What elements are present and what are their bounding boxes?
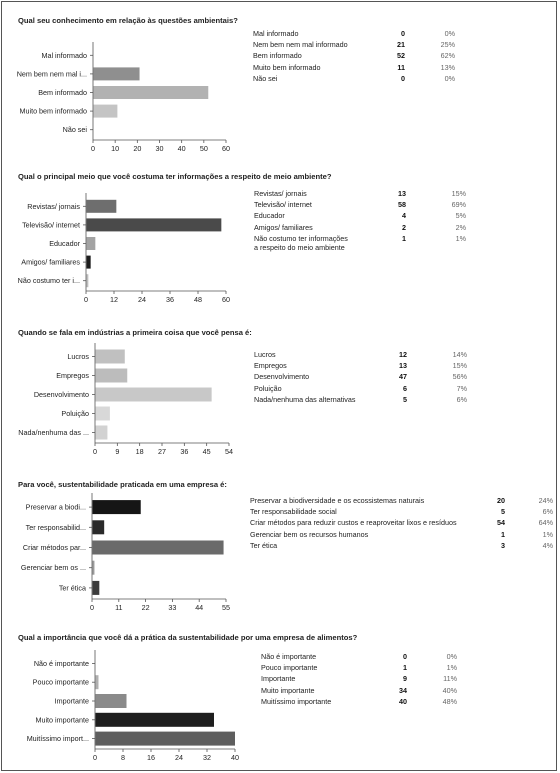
stats-label: Muito importante — [261, 685, 315, 695]
stats-row — [254, 361, 467, 372]
x-tick-label: 30 — [155, 144, 164, 153]
stats-label: Bem informado — [253, 51, 302, 61]
stats-label: Nem bem nem mal informado — [253, 40, 348, 50]
category-label: Nem bem nem mal i... — [16, 69, 87, 79]
stats-label: Não sei — [253, 73, 278, 83]
stats-count: 6 — [403, 383, 407, 393]
question-1-stats-table — [253, 29, 455, 85]
stats-percent: 56% — [452, 372, 467, 382]
stats-row — [254, 372, 467, 383]
category-label: Bem informado — [38, 88, 87, 97]
stats-row — [253, 63, 455, 74]
question-1-bar-chart — [2, 28, 242, 153]
stats-label: Educador — [254, 211, 285, 221]
x-tick-label: 44 — [195, 603, 204, 612]
stats-label: Mal informado — [253, 29, 299, 38]
stats-row — [254, 200, 466, 211]
x-tick-label: 0 — [91, 144, 95, 153]
stats-label: Muito bem informado — [253, 62, 321, 72]
x-tick-label: 18 — [135, 447, 144, 456]
bar — [96, 407, 110, 421]
stats-percent: 48% — [442, 696, 457, 706]
stats-row — [254, 223, 466, 234]
x-tick-label: 33 — [168, 603, 177, 612]
stats-row — [254, 211, 466, 222]
stats-percent: 6% — [542, 507, 553, 517]
bar — [87, 237, 96, 250]
stats-count: 5 — [501, 507, 505, 517]
question-3-stats-table — [254, 350, 467, 406]
x-tick-label: 32 — [203, 753, 211, 762]
bar — [96, 388, 212, 402]
x-tick-label: 36 — [166, 295, 174, 304]
x-tick-label: 9 — [115, 447, 120, 456]
stats-label: Gerenciar bem os recursos humanos — [250, 529, 369, 539]
category-label: Criar métodos par... — [22, 543, 86, 552]
stats-percent: 5% — [455, 211, 466, 221]
x-tick-label: 60 — [222, 295, 230, 304]
category-label: Revistas/ jornais — [27, 201, 80, 211]
stats-percent: 15% — [452, 361, 467, 371]
stats-row — [250, 507, 553, 518]
question-5-bar-chart — [2, 645, 247, 760]
x-tick-label: 40 — [177, 144, 186, 153]
stats-row — [261, 652, 457, 663]
bar — [93, 520, 105, 534]
x-tick-label: 12 — [110, 295, 118, 304]
stats-row — [250, 530, 553, 541]
stats-count: 34 — [399, 685, 407, 695]
x-tick-label: 8 — [121, 753, 125, 762]
stats-label: Não é importante — [261, 652, 317, 661]
stats-percent: 6% — [456, 394, 467, 404]
stats-count: 12 — [399, 350, 407, 359]
stats-row — [253, 29, 455, 40]
stats-percent: 11% — [443, 674, 457, 684]
stats-row — [254, 350, 467, 361]
stats-count: 20 — [497, 496, 505, 505]
x-tick-label: 16 — [147, 753, 155, 762]
bar — [94, 86, 209, 99]
question-4-bar-chart — [2, 492, 242, 612]
stats-label: Lucros — [254, 350, 276, 359]
x-tick-label: 24 — [138, 295, 146, 304]
stats-row — [254, 395, 467, 406]
bar — [96, 369, 128, 383]
stats-row — [254, 234, 466, 252]
category-label: Amigos/ familiares — [21, 257, 80, 267]
stats-label: Desenvolvimento — [254, 372, 310, 382]
bar — [96, 675, 99, 689]
stats-label: Televisão/ internet — [254, 200, 312, 210]
stats-row — [253, 74, 455, 85]
category-label: Lucros — [67, 352, 89, 361]
category-label: Educador — [49, 239, 80, 248]
stats-row — [253, 51, 455, 62]
bar — [93, 541, 224, 555]
stats-percent: 14% — [452, 350, 467, 359]
stats-count: 11 — [397, 62, 405, 72]
stats-count: 5 — [403, 394, 407, 404]
category-label: Desenvolvimento — [33, 390, 89, 399]
stats-percent: 0% — [444, 29, 455, 38]
stats-label: Poluição — [254, 383, 282, 393]
category-label: Pouco importante — [32, 677, 89, 687]
stats-percent: 0% — [446, 652, 457, 661]
stats-count: 2 — [402, 222, 406, 232]
stats-label: Empregos — [254, 361, 287, 371]
question-5-title: Qual a importância que você dá a prática da sustentabilidade por uma empresa de alimentos? — [18, 633, 358, 642]
question-4-title: Para você, sustentabilidade praticada em uma empresa é: — [18, 480, 227, 489]
bar — [94, 105, 118, 118]
question-4-section — [2, 480, 558, 610]
category-label: Mal informado — [41, 50, 87, 60]
stats-row — [254, 189, 466, 200]
x-tick-label: 0 — [93, 753, 97, 762]
question-5-section — [2, 633, 558, 768]
category-label: Importante — [54, 696, 89, 706]
stats-label: Ter responsabilidade social — [250, 507, 337, 517]
stats-row — [250, 541, 553, 552]
x-tick-label: 10 — [111, 144, 120, 153]
category-label: Muitíssimo import... — [26, 734, 89, 744]
stats-count: 47 — [399, 372, 407, 382]
bar — [87, 256, 91, 269]
stats-row — [261, 697, 457, 708]
category-label: Não costumo ter i... — [17, 276, 80, 286]
stats-count: 13 — [398, 189, 406, 198]
x-tick-label: 22 — [141, 603, 150, 612]
stats-count: 21 — [397, 40, 405, 50]
stats-percent: 7% — [456, 383, 467, 393]
x-tick-label: 40 — [231, 753, 239, 762]
stats-label: Criar métodos para reduzir custos e reaproveitar lixos e resíduos — [250, 518, 457, 528]
question-3-bar-chart — [2, 340, 242, 456]
stats-count: 4 — [402, 211, 406, 221]
x-tick-label: 27 — [158, 447, 166, 456]
bar — [93, 581, 100, 595]
stats-percent: 40% — [442, 685, 457, 695]
stats-row — [253, 40, 455, 51]
stats-count: 13 — [399, 361, 407, 371]
stats-percent: 64% — [538, 518, 553, 528]
stats-percent: 13% — [440, 62, 455, 72]
bar — [94, 67, 140, 80]
stats-label: Amigos/ familiares — [254, 222, 313, 232]
stats-row — [250, 496, 553, 507]
question-4-stats-table — [250, 496, 553, 552]
stats-label: Preservar a biodiversidade e os ecossistemas naturais — [250, 496, 425, 505]
bar — [96, 694, 127, 708]
survey-results-page — [1, 1, 557, 771]
category-label: Televisão/ internet — [22, 220, 80, 230]
stats-percent: 0% — [444, 73, 455, 83]
bar — [87, 218, 222, 231]
stats-count: 1 — [403, 663, 407, 673]
stats-percent: 1% — [446, 663, 457, 673]
question-2-section — [2, 172, 558, 304]
stats-row — [261, 686, 457, 697]
stats-percent: 4% — [542, 540, 553, 550]
bar — [93, 500, 141, 514]
category-label: Preservar a biodi... — [25, 502, 86, 512]
stats-percent: 62% — [440, 51, 455, 61]
stats-count: 58 — [398, 200, 406, 210]
x-tick-label: 48 — [194, 295, 202, 304]
stats-percent: 69% — [451, 200, 466, 210]
bar — [87, 200, 117, 213]
stats-percent: 24% — [538, 496, 553, 505]
question-3-title: Quando se fala em indústrias a primeira coisa que você pensa é: — [18, 328, 252, 337]
stats-percent: 2% — [455, 222, 466, 232]
x-tick-label: 55 — [222, 603, 230, 612]
category-label: Gerenciar bem os ... — [20, 563, 86, 573]
stats-row — [261, 674, 457, 685]
x-tick-label: 20 — [133, 144, 142, 153]
stats-label: Revistas/ jornais — [254, 189, 307, 198]
bar — [96, 350, 125, 364]
stats-row — [261, 663, 457, 674]
stats-percent: 25% — [440, 40, 455, 50]
category-label: Nada/nenhuma das ... — [18, 428, 89, 437]
question-2-bar-chart — [2, 184, 242, 304]
bar — [87, 274, 89, 287]
category-label: Muito importante — [35, 715, 89, 725]
category-label: Muito bem informado — [19, 106, 87, 116]
x-tick-label: 50 — [199, 144, 208, 153]
stats-row — [254, 384, 467, 395]
question-5-stats-table — [261, 652, 457, 708]
stats-row — [250, 518, 553, 529]
x-tick-label: 45 — [202, 447, 211, 456]
category-label: Não sei — [62, 125, 87, 135]
bar — [96, 713, 215, 727]
stats-count: 1 — [501, 529, 505, 539]
question-3-section — [2, 328, 558, 458]
category-label: Empregos — [56, 371, 89, 380]
stats-count: 0 — [401, 73, 405, 83]
category-label: Poluição — [61, 409, 89, 418]
stats-label: Importante — [261, 674, 296, 684]
stats-count: 9 — [403, 674, 407, 684]
category-label: Ter ética — [58, 583, 86, 593]
x-tick-label: 36 — [180, 447, 189, 456]
question-1-section — [2, 16, 558, 156]
stats-count: 40 — [399, 696, 407, 706]
stats-count: 3 — [501, 540, 505, 550]
x-tick-label: 54 — [225, 447, 233, 456]
stats-label: Muitíssimo importante — [261, 696, 332, 706]
stats-label: Pouco importante — [261, 663, 318, 673]
bar — [93, 561, 95, 575]
stats-label: Ter ética — [250, 540, 278, 550]
bar — [96, 732, 236, 746]
stats-label: Não costumo ter informações a respeito do meio ambiente — [254, 233, 348, 252]
x-tick-label: 0 — [90, 603, 94, 612]
category-label: Ter responsabilid... — [25, 522, 86, 532]
x-tick-label: 0 — [93, 447, 97, 456]
stats-count: 52 — [397, 51, 405, 61]
question-2-stats-table — [254, 189, 466, 252]
x-tick-label: 24 — [175, 753, 183, 762]
stats-count: 0 — [403, 652, 407, 661]
x-tick-label: 11 — [115, 603, 123, 612]
x-tick-label: 60 — [222, 144, 230, 153]
stats-percent: 1% — [542, 529, 553, 539]
stats-count: 0 — [401, 29, 405, 38]
stats-label: Nada/nenhuma das alternativas — [254, 394, 356, 404]
stats-percent: 15% — [451, 189, 466, 198]
bar — [96, 426, 108, 440]
stats-count: 54 — [497, 518, 505, 528]
question-2-title: Qual o principal meio que você costuma ter informações a respeito de meio ambiente? — [18, 172, 332, 181]
stats-count: 1 — [402, 233, 406, 243]
stats-percent: 1% — [455, 233, 466, 243]
question-1-title: Qual seu conhecimento em relação às questões ambientais? — [18, 16, 238, 25]
x-tick-label: 0 — [84, 295, 88, 304]
category-label: Não é importante — [33, 658, 89, 668]
